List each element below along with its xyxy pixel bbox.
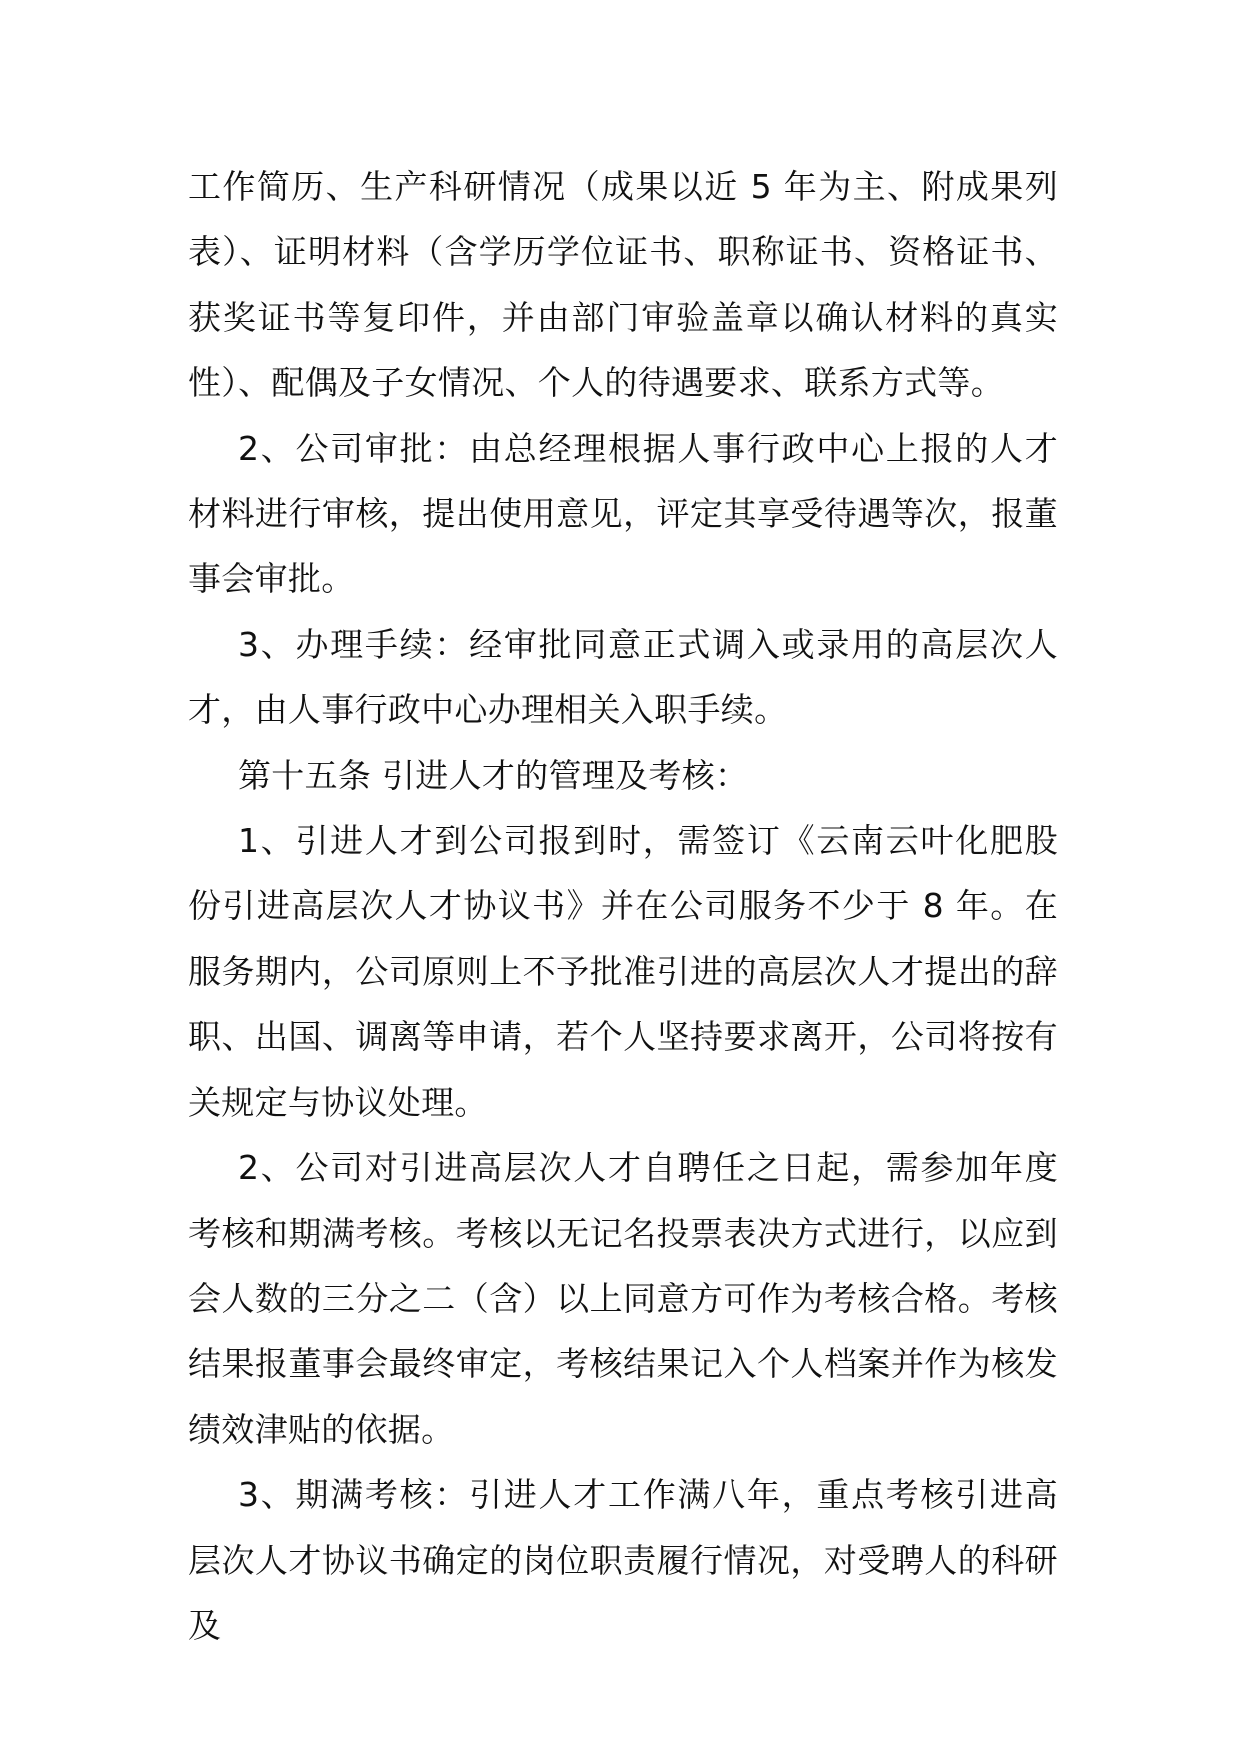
paragraph-company-approval: 2、公司审批：由总经理根据人事行政中心上报的人才材料进行审核，提出使用意见，评定其享受待遇等次，报董事会审批。 — [188, 428, 1058, 599]
paragraph-term-assessment: 3、期满考核：引进人才工作满八年，重点考核引进高层次人才协议书确定的岗位职责履行情况，对受聘人的科研及 — [188, 1475, 1058, 1645]
article-15-heading: 第十五条 引进人才的管理及考核： — [238, 755, 749, 795]
paragraph-onboarding-procedure: 3、办理手续：经审批同意正式调入或录用的高层次人才，由人事行政中心办理相关入职手续。 — [188, 624, 1058, 730]
paragraph-annual-assessment: 2、公司对引进高层次人才自聘任之日起，需参加年度考核和期满考核。考核以无记名投票表决方式进行，以应到会人数的三分之二（含）以上同意方可作为考核合格。考核结果报董事会最终审定，考核结果记入个人档案并作为核发绩效津贴的依据。 — [188, 1148, 1058, 1449]
paragraph-service-agreement: 1、引进人才到公司报到时，需签订《云南云叶化肥股份引进高层次人才协议书》并在公司服务不少于 8 年。在服务期内，公司原则上不予批准引进的高层次人才提出的辞职、出国、调离等申请，若个人坚持要求离开，公司将按有关规定与协议处理。 — [188, 821, 1058, 1122]
paragraph-application-materials: 工作简历、生产科研情况（成果以近 5 年为主、附成果列表）、证明材料（含学历学位证书、职称证书、资格证书、获奖证书等复印件，并由部门审验盖章以确认材料的真实性）、配偶及子女情况、个人的待遇要求、联系方式等。 — [188, 167, 1058, 403]
document-body — [188, 154, 1058, 1658]
